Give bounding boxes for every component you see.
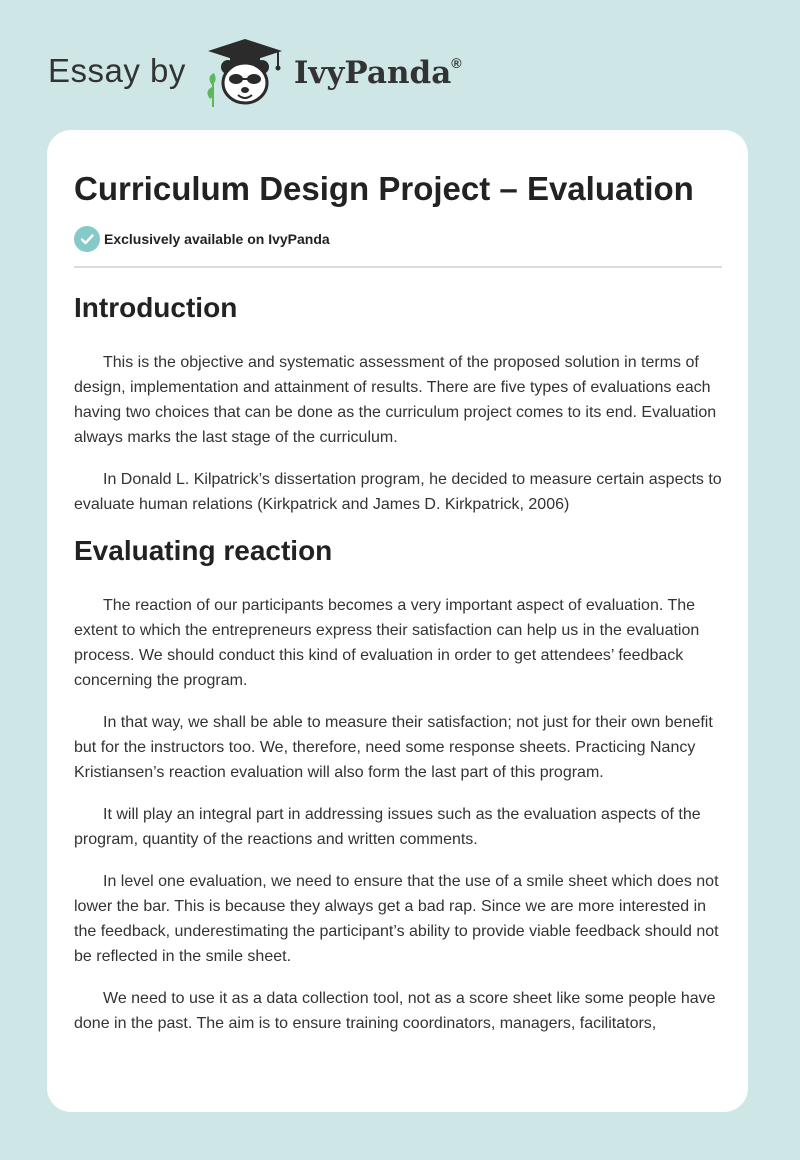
paragraph: This is the objective and systematic assessment of the proposed solution in terms of design, implementation and attainment of results. There are five types of evaluations each having two choices that can be done as the curriculum project comes to its end. Evaluation always marks the last stage of the curriculum. bbox=[74, 354, 717, 446]
section-heading-evaluating-reaction: Evaluating reaction bbox=[74, 535, 333, 566]
article-card bbox=[47, 130, 748, 1112]
paragraph: In Donald L. Kilpatrick’s dissertation program, he decided to measure certain aspects to evaluate human relations (Kirkpatrick and James D. Kirkpatrick, 2006) bbox=[74, 471, 722, 513]
paragraph: It will play an integral part in addressing issues such as the evaluation aspects of the program, quantity of the reactions and written comments. bbox=[74, 806, 701, 848]
brand-name[interactable]: IvyPanda® bbox=[293, 54, 462, 91]
site-header bbox=[48, 36, 462, 106]
exclusive-badge-text: Exclusively available on IvyPanda bbox=[104, 231, 330, 247]
check-circle-icon bbox=[74, 226, 100, 252]
section-heading-introduction: Introduction bbox=[74, 292, 238, 323]
paragraph: The reaction of our participants becomes a very important aspect of evaluation. The extent to which the entrepreneurs express their satisfaction can help us in the evaluation process. We should conduct this kind of evaluation in order to get attendees’ feedback concerning the program. bbox=[74, 597, 700, 689]
paragraph: We need to use it as a data collection tool, not as a score sheet like some people have done in the past. The aim is to ensure training coordinators, managers, facilitators, bbox=[74, 990, 716, 1032]
paragraph: In level one evaluation, we need to ensure that the use of a smile sheet which does not lower the bar. This is because they always get a bad rap. Since we are more interested in the feedback, underestimating the participant’s ability to provide viable feedback should not be reflected in the smile sheet. bbox=[74, 873, 719, 965]
title-divider bbox=[74, 266, 722, 268]
panda-logo-icon bbox=[202, 37, 288, 109]
paragraph: In that way, we shall be able to measure their satisfaction; not just for their own benefit but for the instructors too. We, therefore, need some response sheets. Practicing Nancy Kristiansen’s reaction evaluation will also form the last part of this program. bbox=[74, 714, 713, 781]
exclusive-badge bbox=[74, 224, 722, 254]
registered-mark: ® bbox=[451, 54, 462, 71]
article-title: Curriculum Design Project – Evaluation bbox=[74, 170, 694, 207]
essay-by-label: Essay by bbox=[48, 52, 186, 89]
